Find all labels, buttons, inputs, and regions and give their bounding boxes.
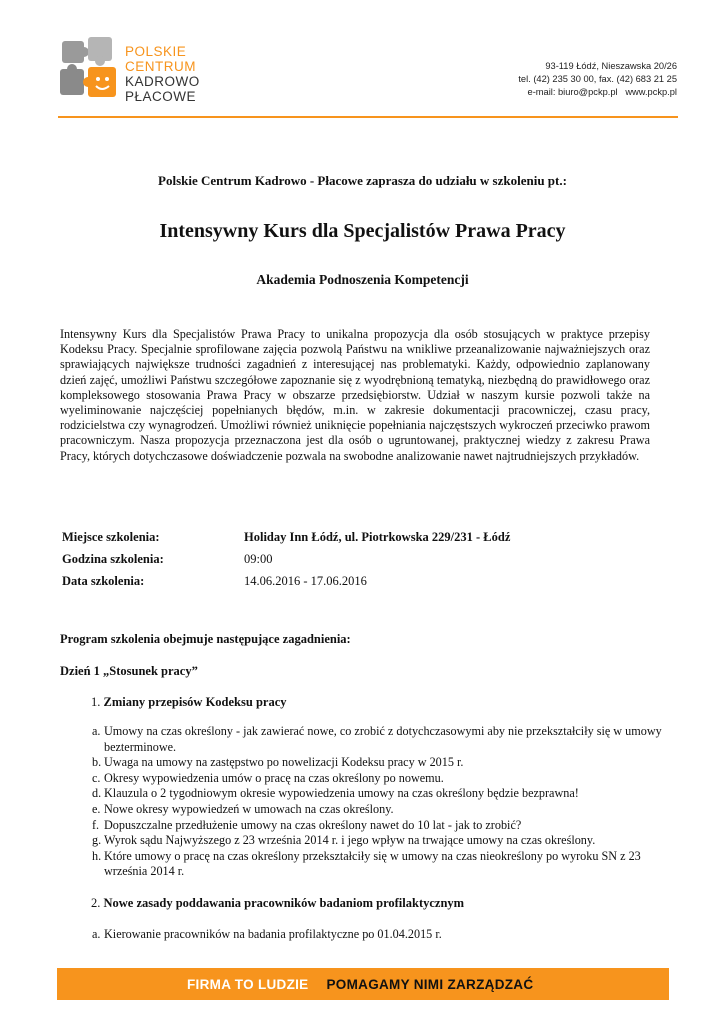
- list-item: [92, 818, 662, 834]
- info-row-time: [62, 550, 510, 572]
- contact-block: [518, 60, 677, 99]
- list-item: [92, 771, 662, 787]
- course-description: Intensywny Kurs dla Specjalistów Prawa Pracy to unikalna propozycja dla osób stosujących w praktyce przepisy Kodeksu Pracy. Specjalnie sprofilowane zajęcia pozwolą Państwu na wnikliwe przeanalizowanie najważniejszych oraz sprawiających największe trudności zagadnień z interesującej nas problematyki. Każdy, odpowiednio zaplanowany dzień zajęć, umożliwi Państwu szczegółowe zapoznanie się z wyodrębnioną tematyką, niezbędną do prawidłowego oraz kompleksowego stosowania Prawa Pracy w obszarze przedsiębiorstw. Udział w naszym kursie pozwoli także na wyeliminowanie najczęściej popełnianych błędów, m.in. w zakresie dokumentacji pracowniczej, czasu pracy, rodzicielstwa czy wynagrodzeń. Umożliwi również uniknięcie popełniania najczęstszych wykroczeń przeciwko prawom pracowniczym. Nasza propozycja przeznaczona jest dla osób o ugruntowanej, praktycznej wiedzy z zakresu Prawa Pracy, których dotychczasowe doświadczenie pozwala na swobodne analizowanie nawet najtrudniejszych przykładów.: [60, 327, 650, 463]
- list-item-text: Nowe okresy wypowiedzeń w umowach na czas określony.: [104, 801, 394, 816]
- list-item-mark: b.: [92, 755, 102, 770]
- list-item-mark: a.: [92, 927, 101, 941]
- section-2-heading: [91, 896, 464, 911]
- list-item-text: Dopuszczalne przedłużenie umowy na czas określony nawet do 10 lat - jak to zrobić?: [104, 817, 522, 832]
- time-value: 09:00: [244, 552, 273, 566]
- header-divider: [58, 116, 678, 118]
- footer-slogan-right: POMAGAMY NIMI ZARZĄDZAĆ: [326, 976, 534, 992]
- list-item: [92, 833, 662, 849]
- footer-banner: [57, 968, 669, 1000]
- list-item-mark: d.: [92, 786, 102, 801]
- list-item-mark: f.: [92, 817, 100, 832]
- list-item: [92, 786, 662, 802]
- program-heading: Program szkolenia obejmuje następujące zagadnienia:: [60, 632, 351, 646]
- list-item: [92, 724, 662, 755]
- list-item-text: Kierowanie pracowników na badania profilaktyczne po 01.04.2015 r.: [104, 927, 442, 941]
- date-value: 14.06.2016 - 17.06.2016: [244, 574, 367, 588]
- info-row-date: [62, 572, 510, 594]
- list-item-mark: h.: [92, 848, 102, 863]
- list-item-text: Które umowy o pracę na czas określony przekształciły się w umowy na czas nieokreślony po wyroku SN z 23 września 2014 r.: [104, 848, 641, 879]
- list-item: [92, 927, 662, 943]
- page-title: Intensywny Kurs dla Specjalistów Prawa Pracy: [159, 220, 566, 242]
- section-2-list: [92, 927, 662, 943]
- logo-line-2: CENTRUM: [125, 59, 196, 74]
- section-1-number: 1.: [91, 695, 101, 709]
- puzzle-logo-icon: [58, 35, 124, 107]
- list-item-text: Wyrok sądu Najwyższego z 23 września 2014 r. i jego wpływ na trwające umowy na czas określony.: [104, 833, 596, 848]
- list-item-mark: a.: [92, 724, 101, 738]
- list-item: [92, 755, 662, 771]
- list-item-text: Klauzula o 2 tygodniowym okresie wypowiedzenia umowy na czas określony będzie bezprawna!: [104, 786, 579, 801]
- list-item-mark: c.: [92, 770, 101, 785]
- contact-phones: tel. (42) 235 30 00, fax. (42) 683 21 25: [518, 74, 677, 84]
- list-item: [92, 802, 662, 818]
- contact-email-web[interactable]: e-mail: biuro@pckp.pl www.pckp.pl: [527, 87, 677, 97]
- time-label: Godzina szkolenia:: [62, 552, 164, 566]
- list-item: [92, 849, 662, 880]
- logo-line-3: KADROWO: [125, 74, 200, 89]
- logo-wordmark: [125, 44, 200, 104]
- page-subtitle: Akademia Podnoszenia Kompetencji: [256, 272, 469, 287]
- section-1-list: [92, 724, 662, 880]
- section-1-heading: [91, 695, 287, 710]
- list-item-text: Uwaga na umowy na zastępstwo po nowelizacji Kodeksu pracy w 2015 r.: [104, 755, 464, 770]
- list-item-text: Umowy na czas określony - jak zawierać nowe, co zrobić z dotychczasowymi aby nie przekształciły się w umowy bezterminowe.: [104, 724, 662, 754]
- list-item-text: Okresy wypowiedzenia umów o pracę na czas określony po nowemu.: [104, 770, 444, 785]
- place-value: Holiday Inn Łódź, ul. Piotrkowska 229/231 - Łódź: [244, 530, 511, 544]
- day-1-heading: Dzień 1 „Stosunek pracy”: [60, 664, 198, 678]
- list-item-mark: e.: [92, 801, 101, 816]
- info-row-place: [62, 528, 510, 550]
- footer-slogan-left: FIRMA TO LUDZIE: [187, 976, 309, 992]
- logo-line-4: PŁACOWE: [125, 89, 197, 104]
- date-label: Data szkolenia:: [62, 574, 145, 588]
- section-2-number: 2.: [91, 896, 101, 910]
- section-1-title: Zmiany przepisów Kodeksu pracy: [103, 695, 287, 709]
- section-2-title: Nowe zasady poddawania pracowników badaniom profilaktycznym: [103, 896, 465, 910]
- logo-line-1: POLSKIE: [125, 44, 187, 59]
- intro-line: Polskie Centrum Kadrowo - Płacowe zaprasza do udziału w szkoleniu pt.:: [158, 173, 567, 188]
- training-info: [62, 528, 510, 594]
- list-item-mark: g.: [92, 833, 102, 848]
- place-label: Miejsce szkolenia:: [62, 530, 160, 544]
- contact-address: 93-119 Łódź, Nieszawska 20/26: [545, 61, 677, 71]
